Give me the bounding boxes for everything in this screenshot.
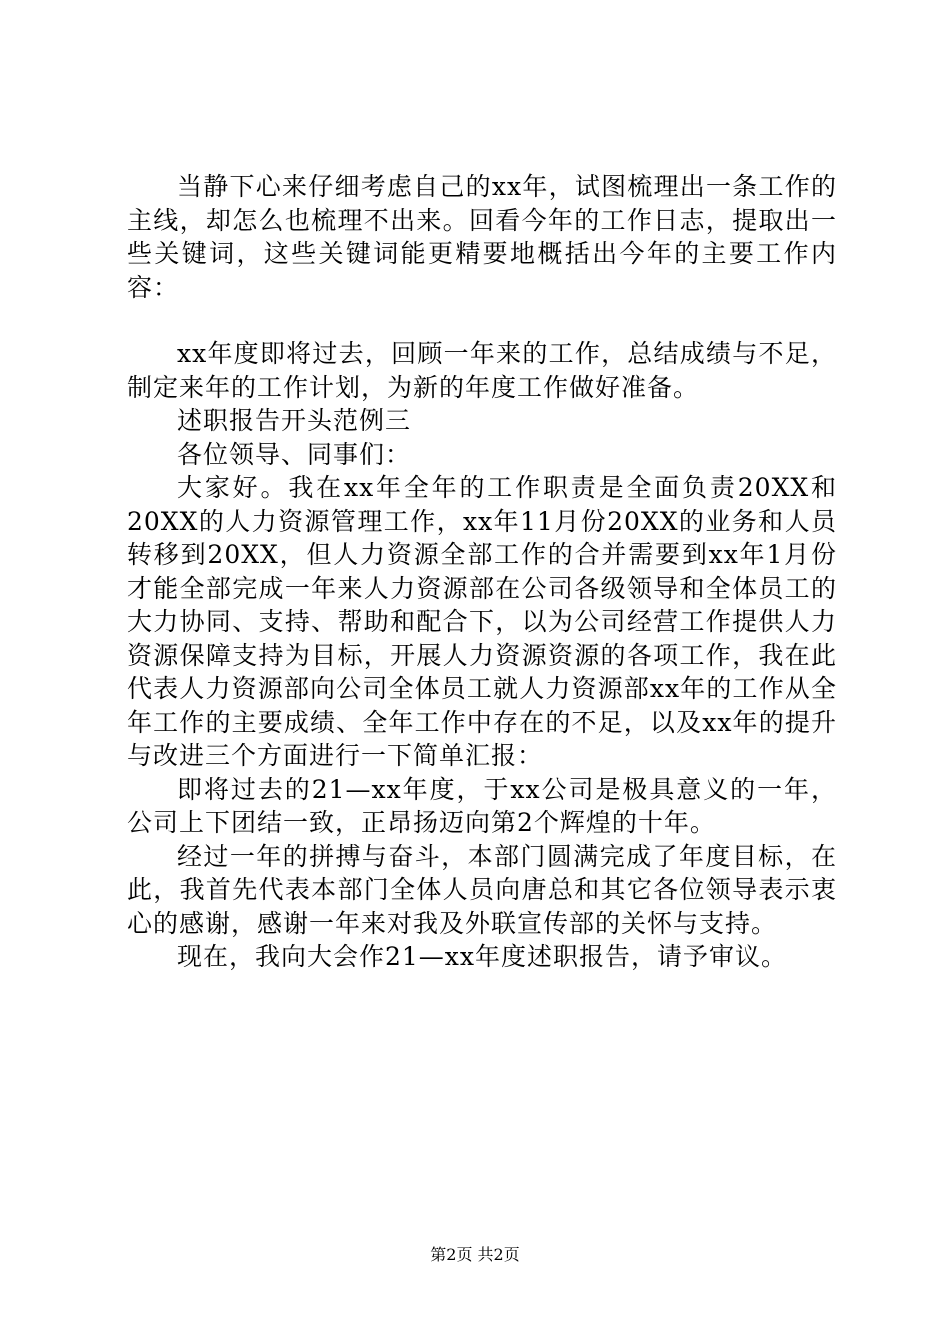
section-heading: 述职报告开头范例三 [177,406,412,435]
page-number: 第2页 共2页 [430,1245,520,1264]
paragraph-year-review: xx年度即将过去，回顾一年来的工作，总结成绩与不足，制定来年的工作计划，为新的年度工作做好准备。 [127,339,837,402]
paragraph-intro: 当静下心来仔细考虑自己的xx年，试图梳理出一条工作的主线，却怎么也梳理不出来。回看今年的工作日志，提取出一些关键词，这些关键词能更精要地概括出今年的主要工作内容： [127,172,837,302]
paragraph-closing: 现在，我向大会作21—xx年度述职报告，请予审议。 [177,942,788,971]
salutation: 各位领导、同事们： [177,439,412,469]
paragraph-greeting: 大家好。我在xx年全年的工作职责是全面负责20XX和20XX的人力资源管理工作，xx年11月份20XX的业务和人员转移到20XX，但人力资源全部工作的合并需要到xx年1月份才能全部完成一年来人力资源部在公司各级领导和全体员工的大力协同、支持、帮助和配合下，以为公司经营工作提供人力资源保障支持为目标，开展人力资源资源的各项工作，我在此代表人力资源部向公司全体员工就人力资源部xx年的工作从全年工作的主要成绩、全年工作中存在的不足，以及xx年的提升与改进三个方面进行一下简单汇报： [127,473,837,770]
document-body [127,170,837,974]
paragraph-company-year: 即将过去的21—xx年度，于xx公司是极具意义的一年，公司上下团结一致，正昂扬迈向第2个辉煌的十年。 [127,774,837,837]
paragraph-spacer [127,304,837,337]
paragraph-thanks: 经过一年的拼搏与奋斗，本部门圆满完成了年度目标，在此，我首先代表本部门全体人员向唐总和其它各位领导表示衷心的感谢，感谢一年来对我及外联宣传部的关怀与支持。 [127,841,837,938]
